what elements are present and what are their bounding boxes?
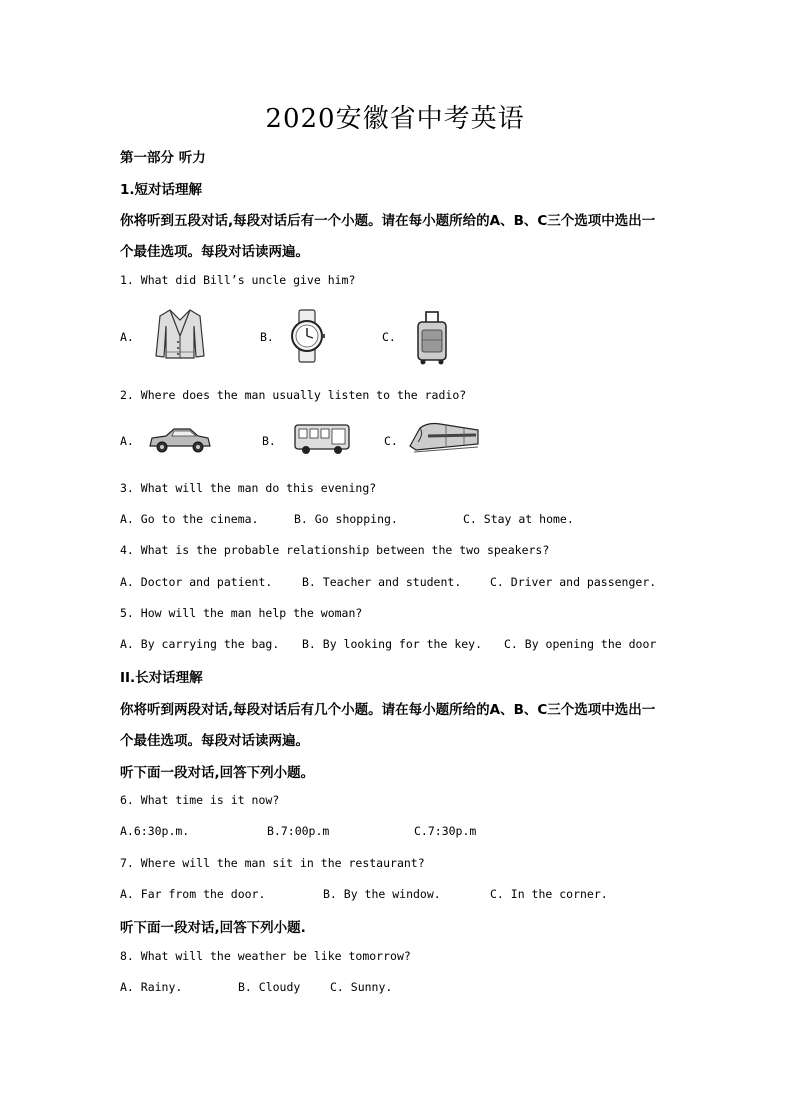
q7-option-a: A. Far from the door. [120,887,266,901]
q2-option-c-label: C. [384,434,398,448]
train-icon [406,418,480,454]
q7-option-c: C. In the corner. [490,887,608,901]
question-3: 3. What will the man do this evening? [120,481,377,495]
question-8: 8. What will the weather be like tomorrow? [120,949,411,963]
q7-option-b: B. By the window. [323,887,441,901]
section-instruction-line-1: 你将听到五段对话,每段对话后有一个小题。请在每小题所给的A、B、C三个选项中选出一 [120,213,656,229]
q1-option-c-label: C. [382,330,396,344]
question-6: 6. What time is it now? [120,793,280,807]
watch-icon [282,308,332,364]
q3-option-a: A. Go to the cinema. [120,512,259,526]
question-4: 4. What is the probable relationship between the two speakers? [120,543,550,557]
q3-option-c: C. Stay at home. [463,512,574,526]
q4-option-c: C. Driver and passenger. [490,575,657,589]
q5-option-b: B. By looking for the key. [302,637,483,651]
q6-option-c: C.7:30p.m [414,824,477,838]
q5-option-c: C. By opening the door [504,637,657,651]
section-heading-short-dialogue: 1.短对话理解 [120,182,203,198]
question-5: 5. How will the man help the woman? [120,606,363,620]
suitcase-icon [412,310,452,366]
q4-option-b: B. Teacher and student. [302,575,462,589]
q6-option-a: A.6:30p.m. [120,824,190,838]
section-instruction-line-2: 个最佳选项。每段对话读两遍。 [120,244,309,260]
q8-option-c: C. Sunny. [330,980,393,994]
section-heading-long-dialogue: II.长对话理解 [120,670,203,686]
q2-option-a-label: A. [120,434,134,448]
section2-instruction-line-1: 你将听到两段对话,每段对话后有几个小题。请在每小题所给的A、B、C三个选项中选出一 [120,702,656,718]
q3-option-b: B. Go shopping. [294,512,398,526]
q4-option-a: A. Doctor and patient. [120,575,273,589]
q8-option-a: A. Rainy. [120,980,183,994]
q1-option-b-label: B. [260,330,274,344]
bus-icon [292,422,352,456]
page-title: 2020安徽省中考英语 [265,104,525,134]
part-heading: 第一部分 听力 [120,150,206,166]
question-7: 7. Where will the man sit in the restaurant? [120,856,425,870]
car-icon [146,424,212,456]
question-1: 1. What did Bill’s uncle give him? [120,273,356,287]
q1-option-a-label: A. [120,330,134,344]
q6-option-b: B.7:00p.m [267,824,330,838]
section2-instruction-line-2: 个最佳选项。每段对话读两遍。 [120,733,309,749]
listen-instruction-1: 听下面一段对话,回答下列小题。 [120,765,315,781]
listen-instruction-2: 听下面一段对话,回答下列小题. [120,920,306,936]
q5-option-a: A. By carrying the bag. [120,637,280,651]
sweater-icon [152,306,208,362]
q2-option-b-label: B. [262,434,276,448]
question-2: 2. Where does the man usually listen to the radio? [120,388,467,402]
q8-option-b: B. Cloudy [238,980,301,994]
